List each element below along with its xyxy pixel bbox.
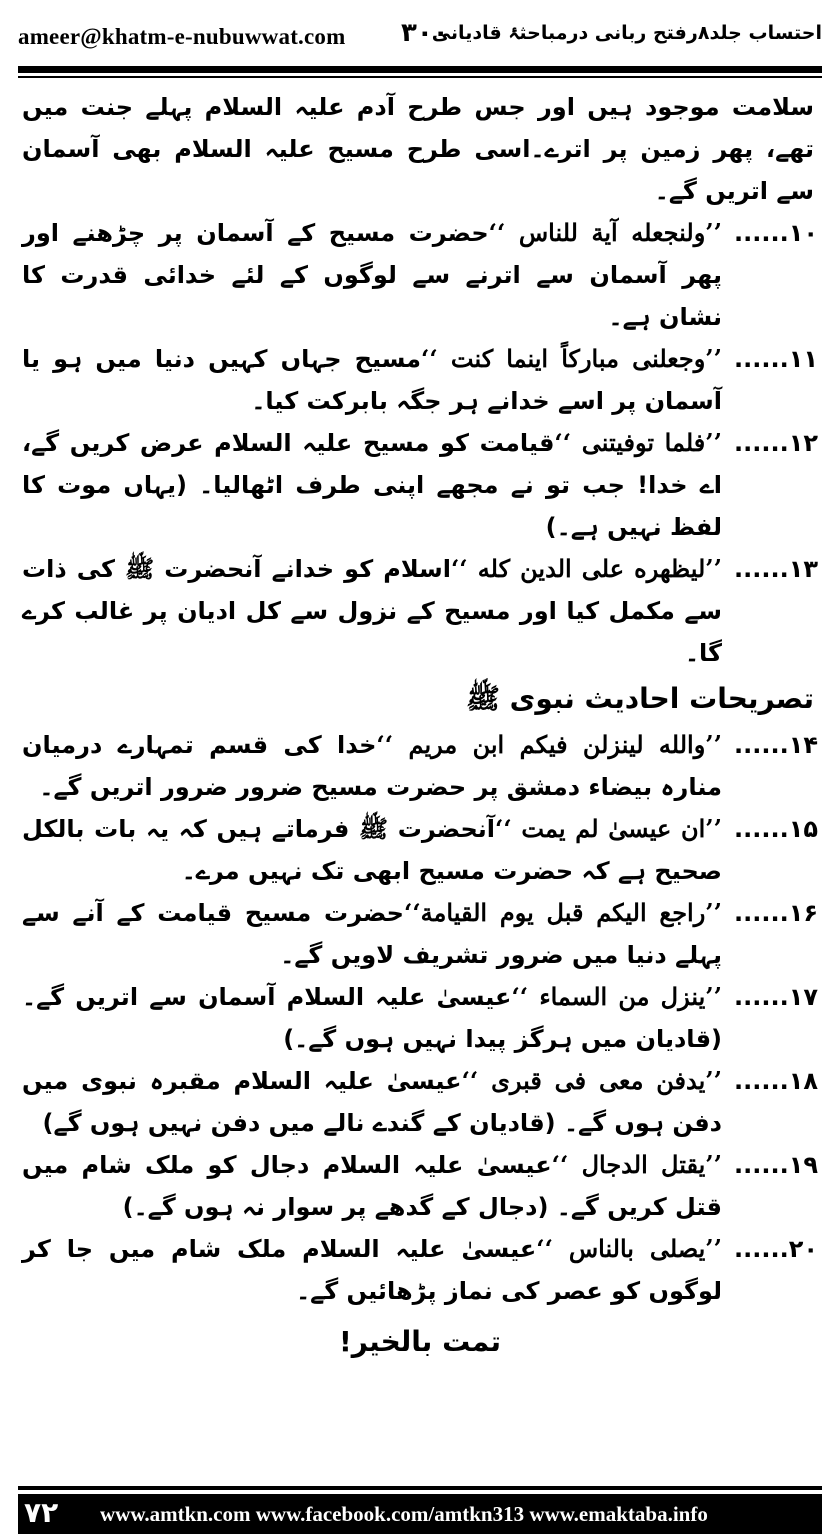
footer-page-number: ۷۲	[24, 1496, 59, 1529]
header-book-title: احتساب جلد۸رفتح ربانی درمباحثۂ قادیانی	[431, 22, 822, 44]
item-body	[22, 976, 722, 1060]
header-rule-thin	[18, 76, 822, 78]
page-footer	[18, 1494, 822, 1534]
item-body	[22, 1060, 722, 1144]
item-arabic: ’’ليظهره على الدين كله ‘‘	[450, 554, 723, 583]
item-number: ۱۱......	[734, 345, 818, 373]
item-number: ۱۷......	[734, 983, 818, 1011]
list-item	[22, 212, 818, 338]
item-body	[22, 422, 722, 548]
item-arabic: ’’ينزل من السماء ‘‘	[511, 982, 722, 1011]
item-number: ۱۲......	[734, 429, 818, 457]
item-text: حضرت مسیح قیامت کے آنے سے پہلے دنیا میں ضرور تشریف لاویں گے۔	[22, 899, 722, 969]
numbered-list-quran	[22, 212, 818, 674]
item-number: ۱۳......	[734, 555, 818, 583]
list-item	[22, 1228, 818, 1312]
item-body	[22, 338, 722, 422]
item-number: ۱۹......	[734, 1151, 818, 1179]
item-text: قیامت کو مسیح علیہ السلام عرض کریں گے، اے خدا! جب تو نے مجھے اپنی طرف اٹھالیا۔ (یہاں موت کا لفظ نہیں ہے۔)	[22, 429, 722, 541]
item-arabic: ’’يقتل الدجال ‘‘	[551, 1150, 722, 1179]
item-text: عیسیٰ علیہ السلام آسمان سے اتریں گے۔ (قادیان میں ہرگز پیدا نہیں ہوں گے۔)	[22, 983, 722, 1053]
item-arabic: ’’والله لينزلن فيكم ابن مريم ‘‘	[376, 730, 722, 759]
numbered-list-hadith	[22, 724, 818, 1312]
item-body	[22, 212, 722, 338]
item-text: عیسیٰ علیہ السلام ملک شام میں جا کر لوگوں کو عصر کی نماز پڑھائیں گے۔	[22, 1235, 722, 1305]
header-rule-thick	[18, 66, 822, 73]
item-number: ۱۶......	[734, 899, 818, 927]
item-arabic: ’’ولنجعله آية للناس ‘‘	[488, 218, 722, 247]
item-arabic: ’’يدفن معی فی قبری ‘‘	[461, 1066, 722, 1095]
footer-links: www.amtkn.com www.facebook.com/amtkn313 www.emaktaba.info	[100, 1502, 708, 1526]
closing-line: تمت بالخیر!	[338, 1325, 501, 1358]
item-body	[22, 1144, 722, 1228]
item-body	[22, 548, 722, 674]
item-number: ۱۰......	[734, 219, 818, 247]
list-item	[22, 422, 818, 548]
footer-rule	[18, 1486, 822, 1490]
item-text: عیسیٰ علیہ السلام مقبرہ نبوی میں دفن ہوں گے۔ (قادیان کے گندے نالے میں دفن نہیں ہوں گے)	[22, 1067, 722, 1137]
header-page-number: ۳۰۰	[401, 18, 449, 48]
item-number: ۱۵......	[734, 815, 818, 843]
item-arabic: ’’يصلی بالناس ‘‘	[536, 1234, 722, 1263]
item-number: ۲۰......	[734, 1235, 818, 1263]
item-number: ۱۸......	[734, 1067, 818, 1095]
item-body	[22, 808, 722, 892]
item-text: خدا کی قسم تمہارے درمیان منارہ بیضاء دمشق پر حضرت مسیح ضرور ضرور اتریں گے۔	[22, 731, 722, 801]
item-arabic: ’’فلما توفيتنی ‘‘	[554, 428, 722, 457]
item-body	[22, 892, 722, 976]
list-item	[22, 976, 818, 1060]
intro-paragraph: سلامت موجود ہیں اور جس طرح آدم علیہ السلام پہلے جنت میں تھے، پھر زمین پر اترے۔اسی طرح مسیح علیہ السلام بھی آسمان سے اتریں گے۔	[22, 93, 814, 205]
item-text: حضرت مسیح کے آسمان پر چڑھنے اور پھر آسمان سے اترنے سے لوگوں کے لئے خدائی قدرت کا نشان ہے۔	[22, 219, 722, 331]
item-text: اسلام کو خدانے آنحضرت ﷺ کی ذات سے مکمل کیا اور مسیح کے نزول سے کل ادیان پر غالب کرے گا۔	[22, 555, 722, 667]
list-item	[22, 1144, 818, 1228]
list-item	[22, 808, 818, 892]
header-email: ameer@khatm-e-nubuwwat.com	[18, 24, 346, 49]
item-arabic: ’’راجع اليكم قبل يوم القيامة‘‘	[403, 898, 722, 927]
list-item	[22, 338, 818, 422]
page-content	[22, 86, 818, 1368]
item-body	[22, 1228, 722, 1312]
item-body	[22, 724, 722, 808]
item-arabic: ’’ان عیسیٰ لم يمت ‘‘	[495, 814, 722, 843]
item-text: عیسیٰ علیہ السلام دجال کو ملک شام میں قتل کریں گے۔ (دجال کے گدھے پر سوار نہ ہوں گے۔)	[22, 1151, 722, 1221]
list-item	[22, 548, 818, 674]
item-arabic: ’’وجعلنی مباركاً اینما كنت ‘‘	[421, 344, 722, 373]
item-text: آنحضرت ﷺ فرماتے ہیں کہ یہ بات بالکل صحیح ہے کہ حضرت مسیح ابھی تک نہیں مرے۔	[22, 815, 722, 885]
list-item	[22, 724, 818, 808]
item-number: ۱۴......	[734, 731, 818, 759]
list-item	[22, 892, 818, 976]
list-item	[22, 1060, 818, 1144]
section-heading: تصریحات احادیث نبوی ﷺ	[466, 682, 814, 715]
item-text: مسیح جہاں کہیں دنیا میں ہو یا آسمان پر اسے خدانے ہر جگہ بابرکت کیا۔	[22, 345, 722, 415]
page-header	[18, 18, 822, 62]
